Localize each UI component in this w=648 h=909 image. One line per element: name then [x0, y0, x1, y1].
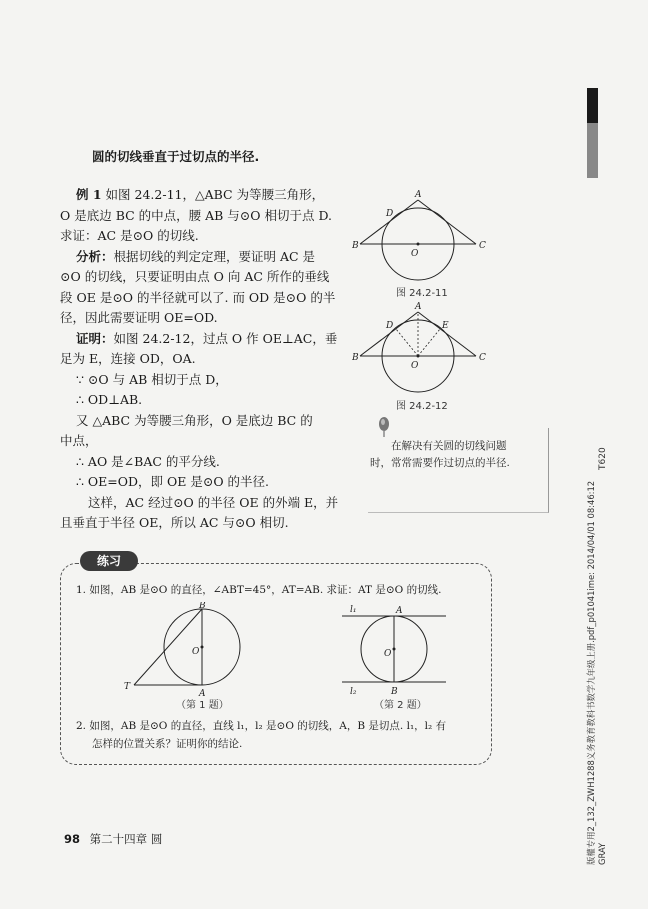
margin-print-line1: 版權专用2_132_ZWH1288义务教育教科书数学九年级上册.pdf_p01041ime: 2014/04/01 08:46:12 [586, 480, 596, 865]
ex2-label-a: A [396, 606, 403, 616]
example-analysis-text: 段 OE 是⊙O 的半径就可以了. 而 OD 是⊙O 的半 [60, 289, 336, 305]
example-lines-line [76, 186, 324, 204]
example-analysis-line [60, 309, 218, 327]
example-proof-line [76, 473, 269, 491]
figure-24-2-12 [352, 300, 502, 400]
example-analysis-label: 分析： [76, 248, 114, 264]
ex2-label-b: B [391, 687, 398, 697]
example-proof-line [76, 412, 313, 430]
example-analysis-text: ⊙O 的切线，只要证明由点 O 向 AC 所作的垂线 [60, 269, 330, 284]
ex2-label-o: O [384, 649, 392, 659]
example-proof-line [76, 453, 220, 471]
exercise-figure-2 [336, 602, 456, 702]
fig2-label-a: A [415, 302, 422, 312]
example-proof-line [88, 494, 338, 512]
exercise-q2-line2: 怎样的位置关系？证明你的结论. [92, 738, 243, 750]
example-proof-text: ∴ OE=OD，即 OE 是⊙O 的半径. [76, 474, 270, 489]
fig2-center-dot [417, 355, 420, 358]
fig1-label-d: D [386, 209, 394, 219]
theorem-heading: 圆的切线垂直于过切点的半径. [92, 149, 260, 164]
example-lines-line [60, 227, 199, 245]
margin-tab-dark [587, 88, 598, 123]
example-proof-line [76, 371, 228, 389]
example-proof-text: 如图 24.2-12，过点 O 作 OE⊥AC，垂 [113, 330, 338, 346]
fig2-label-o: O [411, 361, 419, 371]
example-proof-line [60, 514, 289, 532]
example-proof-text: 中点， [60, 433, 98, 448]
example-proof-line [76, 391, 142, 409]
ex1-label-b: B [199, 602, 206, 611]
example-proof-text: 又 △ABC 为等腰三角形，O 是底边 BC 的 [76, 412, 313, 428]
example-proof-line [76, 330, 337, 348]
example-analysis-line [76, 248, 315, 266]
chapter-title: 第二十四章 圆 [89, 832, 163, 846]
example-analysis-line [60, 289, 335, 307]
fig2-od [396, 329, 418, 356]
exercise-q2-line1: 2. 如图，AB 是⊙O 的直径，直线 l₁，l₂ 是⊙O 的切线，A，B 是切点. l₁，l₂ 有 [76, 720, 447, 732]
exercise-tab: 练习 [80, 551, 138, 571]
fig1-label-o: O [411, 249, 419, 259]
fig1-label-a: A [415, 190, 422, 200]
example-lines-text: 求证：AC 是⊙O 的切线. [60, 228, 199, 243]
example-lines-line [60, 207, 332, 225]
example-proof-text: ∴ OD⊥AB. [76, 392, 143, 407]
fig2-label-b: B [352, 353, 359, 363]
example-lines-text: O 是底边 BC 的中点，腰 AB 与⊙O 相切于点 D. [60, 207, 333, 223]
fig2-label-d: D [386, 321, 394, 331]
margin-print-line2: GRAY [597, 842, 607, 865]
example-proof-text: 且垂直于半径 OE，所以 AC 与⊙O 相切. [60, 515, 289, 530]
example-analysis-line [60, 268, 329, 286]
ex1-label-t: T [124, 682, 131, 692]
exercise-figure-1 [120, 602, 250, 702]
example-analysis-text: 径，因此需要证明 OE=OD. [60, 310, 218, 325]
example-proof-label: 证明： [76, 330, 114, 346]
fig1-center-dot [417, 243, 420, 246]
example-analysis-text: 根据切线的判定定理，要证明 AC 是 [113, 248, 316, 264]
figure-24-2-11 [352, 188, 502, 298]
ex1-label-o: O [192, 647, 200, 657]
fig2-oe [418, 329, 440, 356]
fig1-label-c: C [479, 241, 486, 251]
ex1-label-a: A [199, 689, 206, 699]
example-lines-text: 如图 24.2-11，△ABC 为等腰三角形， [101, 187, 325, 202]
figure-24-2-12-caption: 图 24.2-12 [396, 401, 448, 412]
example-proof-text: ∴ AO 是∠BAC 的平分线. [76, 453, 220, 469]
fig2-label-c: C [479, 353, 486, 363]
page-number: 98 [64, 832, 81, 846]
fig2-label-e: E [442, 321, 449, 331]
ex2-center-dot [393, 648, 396, 651]
ex2-label-l2: l₂ [350, 687, 357, 697]
ex2-label-l1: l₁ [350, 605, 357, 615]
exercise-q1: 1. 如图，AB 是⊙O 的直径，∠ABT=45°，AT=AB. 求证：AT 是⊙O 的切线. [76, 584, 442, 596]
page-footer [64, 831, 162, 847]
example-proof-text: 这样，AC 经过⊙O 的半径 OE 的外端 E，并 [88, 494, 339, 510]
figure-24-2-11-caption: 图 24.2-11 [396, 288, 448, 299]
fig1-label-b: B [352, 241, 359, 251]
example-proof-line [60, 350, 196, 368]
example-proof-text: ∵ ⊙O 与 AB 相切于点 D， [76, 371, 228, 387]
example-proof-text: 足为 E，连接 OD，OA. [60, 351, 196, 366]
ex1-center-dot [201, 646, 204, 649]
exercise-figure-2-caption: （第 2 题） [374, 700, 427, 711]
side-note: 在解决有关圆的切线问题时，常常需要作过切点的半径. [370, 440, 510, 469]
margin-code: T620 [598, 447, 608, 470]
example-lines-label: 例 1 [76, 187, 102, 202]
example-proof-line [60, 432, 98, 450]
exercise-figure-1-caption: （第 1 题） [176, 700, 229, 711]
